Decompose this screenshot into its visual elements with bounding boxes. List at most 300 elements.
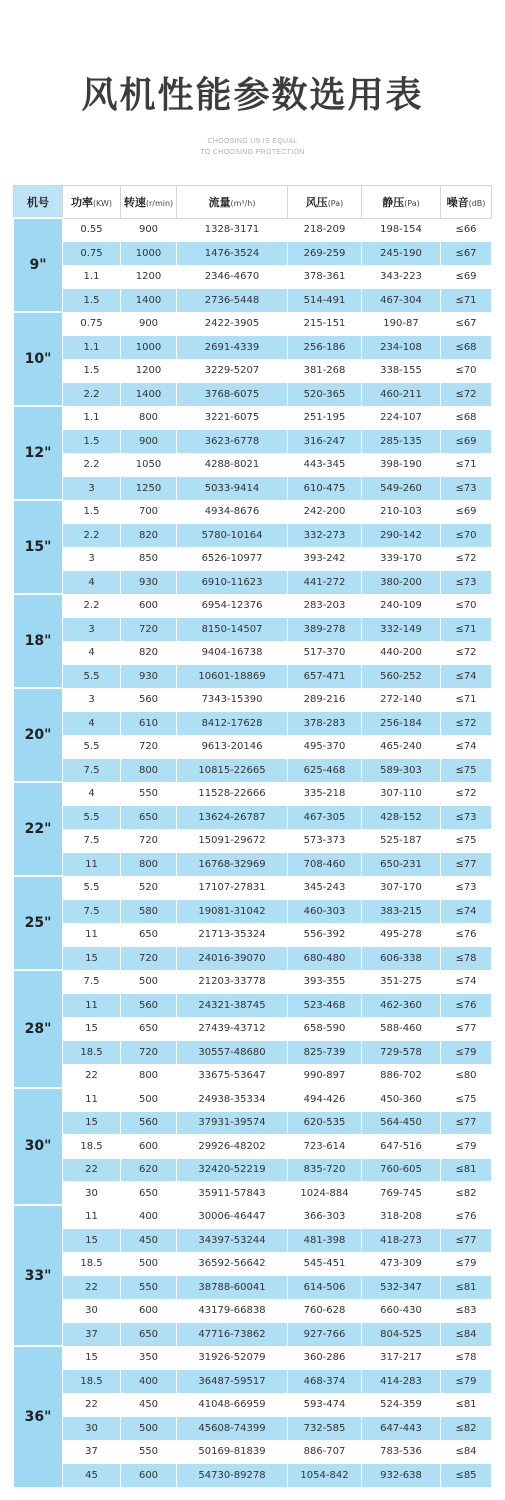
pressure-cell: 614-506: [288, 1276, 362, 1300]
noise-cell: ≤73: [441, 806, 492, 830]
pressure-cell: 610-475: [288, 477, 362, 501]
speed-cell: 650: [121, 1323, 177, 1347]
static-pressure-cell: 307-110: [362, 782, 441, 806]
table-row: [14, 1182, 492, 1206]
noise-cell: ≤79: [441, 1041, 492, 1065]
table-row: [14, 970, 492, 994]
speed-cell: 560: [121, 1111, 177, 1135]
static-pressure-cell: 338-155: [362, 359, 441, 383]
speed-cell: 820: [121, 524, 177, 548]
noise-cell: ≤81: [441, 1276, 492, 1300]
noise-cell: ≤73: [441, 571, 492, 595]
header-flow: 流量(m³/h): [177, 186, 288, 219]
speed-cell: 650: [121, 923, 177, 947]
pressure-cell: 345-243: [288, 876, 362, 900]
flow-cell: 9404-16738: [177, 641, 288, 665]
flow-cell: 33675-53647: [177, 1064, 288, 1088]
flow-cell: 4288-8021: [177, 453, 288, 477]
static-pressure-cell: 647-516: [362, 1135, 441, 1159]
power-cell: 4: [63, 712, 121, 736]
speed-cell: 550: [121, 1276, 177, 1300]
table-row: [14, 218, 492, 242]
flow-cell: 2736-5448: [177, 289, 288, 313]
power-cell: 45: [63, 1464, 121, 1488]
pressure-cell: 215-151: [288, 312, 362, 336]
flow-cell: 8150-14507: [177, 618, 288, 642]
table-row: [14, 359, 492, 383]
power-cell: 3: [63, 688, 121, 712]
speed-cell: 1000: [121, 336, 177, 360]
flow-cell: 9613-20146: [177, 735, 288, 759]
speed-cell: 1200: [121, 359, 177, 383]
noise-cell: ≤76: [441, 994, 492, 1018]
power-cell: 11: [63, 994, 121, 1018]
noise-cell: ≤77: [441, 853, 492, 877]
speed-cell: 1400: [121, 383, 177, 407]
power-cell: 1.1: [63, 406, 121, 430]
pressure-cell: 517-370: [288, 641, 362, 665]
flow-cell: 6910-11623: [177, 571, 288, 595]
pressure-cell: 990-897: [288, 1064, 362, 1088]
noise-cell: ≤84: [441, 1440, 492, 1464]
speed-cell: 500: [121, 1088, 177, 1112]
noise-cell: ≤77: [441, 1017, 492, 1041]
noise-cell: ≤68: [441, 336, 492, 360]
power-cell: 11: [63, 1088, 121, 1112]
static-pressure-cell: 210-103: [362, 500, 441, 524]
table-row: [14, 876, 492, 900]
pressure-cell: 732-585: [288, 1417, 362, 1441]
pressure-cell: 545-451: [288, 1252, 362, 1276]
noise-cell: ≤80: [441, 1064, 492, 1088]
static-pressure-cell: 606-338: [362, 947, 441, 971]
flow-cell: 2346-4670: [177, 265, 288, 289]
static-pressure-cell: 495-278: [362, 923, 441, 947]
flow-cell: 30557-48680: [177, 1041, 288, 1065]
speed-cell: 450: [121, 1229, 177, 1253]
power-cell: 30: [63, 1417, 121, 1441]
flow-cell: 6526-10977: [177, 547, 288, 571]
table-row: [14, 242, 492, 266]
power-cell: 15: [63, 1017, 121, 1041]
speed-cell: 720: [121, 947, 177, 971]
noise-cell: ≤78: [441, 947, 492, 971]
table-row: [14, 641, 492, 665]
model-cell: 36": [14, 1346, 63, 1487]
table-row: [14, 477, 492, 501]
static-pressure-cell: 886-702: [362, 1064, 441, 1088]
static-pressure-cell: 234-108: [362, 336, 441, 360]
static-pressure-cell: 318-208: [362, 1205, 441, 1229]
model-cell: 30": [14, 1088, 63, 1206]
pressure-cell: 680-480: [288, 947, 362, 971]
speed-cell: 850: [121, 547, 177, 571]
table-row: [14, 1017, 492, 1041]
power-cell: 7.5: [63, 759, 121, 783]
power-cell: 15: [63, 1111, 121, 1135]
power-cell: 2.2: [63, 524, 121, 548]
pressure-cell: 1054-842: [288, 1464, 362, 1488]
power-cell: 3: [63, 477, 121, 501]
speed-cell: 900: [121, 312, 177, 336]
static-pressure-cell: 190-87: [362, 312, 441, 336]
table-row: [14, 1041, 492, 1065]
speed-cell: 1200: [121, 265, 177, 289]
pressure-cell: 242-200: [288, 500, 362, 524]
table-header-row: [14, 186, 492, 219]
speed-cell: 1400: [121, 289, 177, 313]
table-row: [14, 524, 492, 548]
static-pressure-cell: 343-223: [362, 265, 441, 289]
model-cell: 15": [14, 500, 63, 594]
flow-cell: 24938-35334: [177, 1088, 288, 1112]
static-pressure-cell: 525-187: [362, 829, 441, 853]
static-pressure-cell: 256-184: [362, 712, 441, 736]
power-cell: 15: [63, 1346, 121, 1370]
noise-cell: ≤72: [441, 712, 492, 736]
table-row: [14, 1158, 492, 1182]
power-cell: 18.5: [63, 1252, 121, 1276]
page-title: 风机性能参数选用表: [81, 75, 424, 116]
speed-cell: 560: [121, 688, 177, 712]
static-pressure-cell: 467-304: [362, 289, 441, 313]
pressure-cell: 441-272: [288, 571, 362, 595]
pressure-cell: 927-766: [288, 1323, 362, 1347]
noise-cell: ≤71: [441, 453, 492, 477]
table-row: [14, 1370, 492, 1394]
table-row: [14, 1088, 492, 1112]
table-row: [14, 947, 492, 971]
table-row: [14, 453, 492, 477]
static-pressure-cell: 414-283: [362, 1370, 441, 1394]
pressure-cell: 393-242: [288, 547, 362, 571]
flow-cell: 4934-8676: [177, 500, 288, 524]
static-pressure-cell: 650-231: [362, 853, 441, 877]
table-row: [14, 289, 492, 313]
pressure-cell: 620-535: [288, 1111, 362, 1135]
static-pressure-cell: 351-275: [362, 970, 441, 994]
power-cell: 11: [63, 1205, 121, 1229]
table-row: [14, 1323, 492, 1347]
table-row: [14, 265, 492, 289]
table-row: [14, 1299, 492, 1323]
pressure-cell: 835-720: [288, 1158, 362, 1182]
speed-cell: 720: [121, 618, 177, 642]
table-row: [14, 312, 492, 336]
flow-cell: 3768-6075: [177, 383, 288, 407]
noise-cell: ≤74: [441, 665, 492, 689]
table-row: [14, 1111, 492, 1135]
static-pressure-cell: 549-260: [362, 477, 441, 501]
static-pressure-cell: 564-450: [362, 1111, 441, 1135]
table-row: [14, 1417, 492, 1441]
pressure-cell: 381-268: [288, 359, 362, 383]
table-row: [14, 336, 492, 360]
flow-cell: 54730-89278: [177, 1464, 288, 1488]
noise-cell: ≤73: [441, 477, 492, 501]
noise-cell: ≤84: [441, 1323, 492, 1347]
pressure-cell: 723-614: [288, 1135, 362, 1159]
pressure-cell: 360-286: [288, 1346, 362, 1370]
speed-cell: 800: [121, 759, 177, 783]
noise-cell: ≤85: [441, 1464, 492, 1488]
power-cell: 22: [63, 1064, 121, 1088]
table-row: [14, 406, 492, 430]
table-row: [14, 500, 492, 524]
flow-cell: 2422-3905: [177, 312, 288, 336]
speed-cell: 560: [121, 994, 177, 1018]
noise-cell: ≤76: [441, 1205, 492, 1229]
flow-cell: 13624-26787: [177, 806, 288, 830]
table-row: [14, 1064, 492, 1088]
noise-cell: ≤79: [441, 1135, 492, 1159]
noise-cell: ≤71: [441, 688, 492, 712]
pressure-cell: 332-273: [288, 524, 362, 548]
noise-cell: ≤69: [441, 265, 492, 289]
pressure-cell: 495-370: [288, 735, 362, 759]
static-pressure-cell: 285-135: [362, 430, 441, 454]
table-row: [14, 547, 492, 571]
pressure-cell: 520-365: [288, 383, 362, 407]
static-pressure-cell: 380-200: [362, 571, 441, 595]
power-cell: 1.1: [63, 336, 121, 360]
noise-cell: ≤78: [441, 1346, 492, 1370]
pressure-cell: 393-355: [288, 970, 362, 994]
speed-cell: 930: [121, 665, 177, 689]
noise-cell: ≤75: [441, 759, 492, 783]
flow-cell: 5780-10164: [177, 524, 288, 548]
table-row: [14, 1440, 492, 1464]
flow-cell: 3229-5207: [177, 359, 288, 383]
model-cell: 18": [14, 594, 63, 688]
pressure-cell: 389-278: [288, 618, 362, 642]
flow-cell: 50169-81839: [177, 1440, 288, 1464]
speed-cell: 600: [121, 1464, 177, 1488]
table-row: [14, 1464, 492, 1488]
flow-cell: 29926-48202: [177, 1135, 288, 1159]
static-pressure-cell: 398-190: [362, 453, 441, 477]
static-pressure-cell: 450-360: [362, 1088, 441, 1112]
pressure-cell: 378-283: [288, 712, 362, 736]
speed-cell: 580: [121, 900, 177, 924]
noise-cell: ≤72: [441, 383, 492, 407]
pressure-cell: 760-628: [288, 1299, 362, 1323]
table-row: [14, 994, 492, 1018]
flow-cell: 16768-32969: [177, 853, 288, 877]
power-cell: 0.75: [63, 242, 121, 266]
flow-cell: 27439-43712: [177, 1017, 288, 1041]
power-cell: 5.5: [63, 876, 121, 900]
model-cell: 22": [14, 782, 63, 876]
flow-cell: 6954-12376: [177, 594, 288, 618]
header-static-pressure: 静压(Pa): [362, 186, 441, 219]
static-pressure-cell: 783-536: [362, 1440, 441, 1464]
pressure-cell: 269-259: [288, 242, 362, 266]
noise-cell: ≤76: [441, 923, 492, 947]
flow-cell: 38788-60041: [177, 1276, 288, 1300]
pressure-cell: 593-474: [288, 1393, 362, 1417]
noise-cell: ≤71: [441, 289, 492, 313]
flow-cell: 5033-9414: [177, 477, 288, 501]
noise-cell: ≤71: [441, 618, 492, 642]
flow-cell: 8412-17628: [177, 712, 288, 736]
noise-cell: ≤82: [441, 1182, 492, 1206]
table-row: [14, 1135, 492, 1159]
static-pressure-cell: 440-200: [362, 641, 441, 665]
flow-cell: 24321-38745: [177, 994, 288, 1018]
power-cell: 30: [63, 1299, 121, 1323]
noise-cell: ≤72: [441, 641, 492, 665]
slogan-line-1: CHOOSING US IS EQUAL: [207, 138, 298, 145]
power-cell: 1.1: [63, 265, 121, 289]
static-pressure-cell: 198-154: [362, 218, 441, 242]
power-cell: 22: [63, 1393, 121, 1417]
noise-cell: ≤77: [441, 1229, 492, 1253]
flow-cell: 1476-3524: [177, 242, 288, 266]
flow-cell: 1328-3171: [177, 218, 288, 242]
static-pressure-cell: 240-109: [362, 594, 441, 618]
static-pressure-cell: 473-309: [362, 1252, 441, 1276]
noise-cell: ≤70: [441, 594, 492, 618]
speed-cell: 800: [121, 406, 177, 430]
pressure-cell: 825-739: [288, 1041, 362, 1065]
static-pressure-cell: 272-140: [362, 688, 441, 712]
noise-cell: ≤75: [441, 829, 492, 853]
noise-cell: ≤67: [441, 242, 492, 266]
flow-cell: 21713-35324: [177, 923, 288, 947]
static-pressure-cell: 332-149: [362, 618, 441, 642]
table-row: [14, 1276, 492, 1300]
model-cell: 28": [14, 970, 63, 1088]
noise-cell: ≤79: [441, 1252, 492, 1276]
static-pressure-cell: 428-152: [362, 806, 441, 830]
static-pressure-cell: 460-211: [362, 383, 441, 407]
noise-cell: ≤75: [441, 1088, 492, 1112]
model-cell: 33": [14, 1205, 63, 1346]
flow-cell: 32420-52219: [177, 1158, 288, 1182]
flow-cell: 2691-4339: [177, 336, 288, 360]
static-pressure-cell: 418-273: [362, 1229, 441, 1253]
flow-cell: 17107-27831: [177, 876, 288, 900]
power-cell: 5.5: [63, 806, 121, 830]
power-cell: 1.5: [63, 289, 121, 313]
speed-cell: 400: [121, 1205, 177, 1229]
noise-cell: ≤81: [441, 1393, 492, 1417]
power-cell: 7.5: [63, 970, 121, 994]
table-row: [14, 853, 492, 877]
header-power: 功率(KW): [63, 186, 121, 219]
power-cell: 15: [63, 947, 121, 971]
noise-cell: ≤72: [441, 782, 492, 806]
noise-cell: ≤66: [441, 218, 492, 242]
pressure-cell: 573-373: [288, 829, 362, 853]
speed-cell: 500: [121, 970, 177, 994]
power-cell: 22: [63, 1158, 121, 1182]
power-cell: 4: [63, 641, 121, 665]
pressure-cell: 256-186: [288, 336, 362, 360]
table-row: [14, 923, 492, 947]
speed-cell: 350: [121, 1346, 177, 1370]
speed-cell: 600: [121, 1299, 177, 1323]
model-cell: 10": [14, 312, 63, 406]
speed-cell: 550: [121, 1440, 177, 1464]
table-row: [14, 829, 492, 853]
power-cell: 3: [63, 547, 121, 571]
static-pressure-cell: 769-745: [362, 1182, 441, 1206]
power-cell: 15: [63, 1229, 121, 1253]
pressure-cell: 514-491: [288, 289, 362, 313]
flow-cell: 10815-22665: [177, 759, 288, 783]
power-cell: 1.5: [63, 500, 121, 524]
pressure-cell: 335-218: [288, 782, 362, 806]
speed-cell: 1250: [121, 477, 177, 501]
pressure-cell: 443-345: [288, 453, 362, 477]
speed-cell: 720: [121, 1041, 177, 1065]
flow-cell: 10601-18869: [177, 665, 288, 689]
pressure-cell: 467-305: [288, 806, 362, 830]
power-cell: 7.5: [63, 829, 121, 853]
pressure-cell: 460-303: [288, 900, 362, 924]
speed-cell: 800: [121, 1064, 177, 1088]
noise-cell: ≤73: [441, 876, 492, 900]
table-row: [14, 688, 492, 712]
model-cell: 12": [14, 406, 63, 500]
speed-cell: 400: [121, 1370, 177, 1394]
header-model: 机号: [14, 186, 63, 219]
header-pressure: 风压(Pa): [288, 186, 362, 219]
power-cell: 18.5: [63, 1370, 121, 1394]
model-cell: 25": [14, 876, 63, 970]
power-cell: 7.5: [63, 900, 121, 924]
power-cell: 2.2: [63, 453, 121, 477]
table-row: [14, 618, 492, 642]
static-pressure-cell: 224-107: [362, 406, 441, 430]
static-pressure-cell: 729-578: [362, 1041, 441, 1065]
static-pressure-cell: 804-525: [362, 1323, 441, 1347]
table-row: [14, 782, 492, 806]
power-cell: 4: [63, 571, 121, 595]
power-cell: 30: [63, 1182, 121, 1206]
speed-cell: 1000: [121, 242, 177, 266]
flow-cell: 35911-57843: [177, 1182, 288, 1206]
speed-cell: 500: [121, 1252, 177, 1276]
pressure-cell: 657-471: [288, 665, 362, 689]
static-pressure-cell: 339-170: [362, 547, 441, 571]
speed-cell: 1050: [121, 453, 177, 477]
pressure-cell: 494-426: [288, 1088, 362, 1112]
pressure-cell: 886-707: [288, 1440, 362, 1464]
flow-cell: 37931-39574: [177, 1111, 288, 1135]
power-cell: 37: [63, 1323, 121, 1347]
static-pressure-cell: 647-443: [362, 1417, 441, 1441]
noise-cell: ≤72: [441, 547, 492, 571]
power-cell: 0.75: [63, 312, 121, 336]
power-cell: 5.5: [63, 665, 121, 689]
flow-cell: 31926-52079: [177, 1346, 288, 1370]
flow-cell: 21203-33778: [177, 970, 288, 994]
table-row: [14, 1252, 492, 1276]
power-cell: 2.2: [63, 383, 121, 407]
flow-cell: 3623-6778: [177, 430, 288, 454]
noise-cell: ≤82: [441, 1417, 492, 1441]
table-row: [14, 806, 492, 830]
flow-cell: 47716-73862: [177, 1323, 288, 1347]
power-cell: 1.5: [63, 430, 121, 454]
power-cell: 4: [63, 782, 121, 806]
table-row: [14, 1346, 492, 1370]
static-pressure-cell: 317-217: [362, 1346, 441, 1370]
pressure-cell: 481-398: [288, 1229, 362, 1253]
